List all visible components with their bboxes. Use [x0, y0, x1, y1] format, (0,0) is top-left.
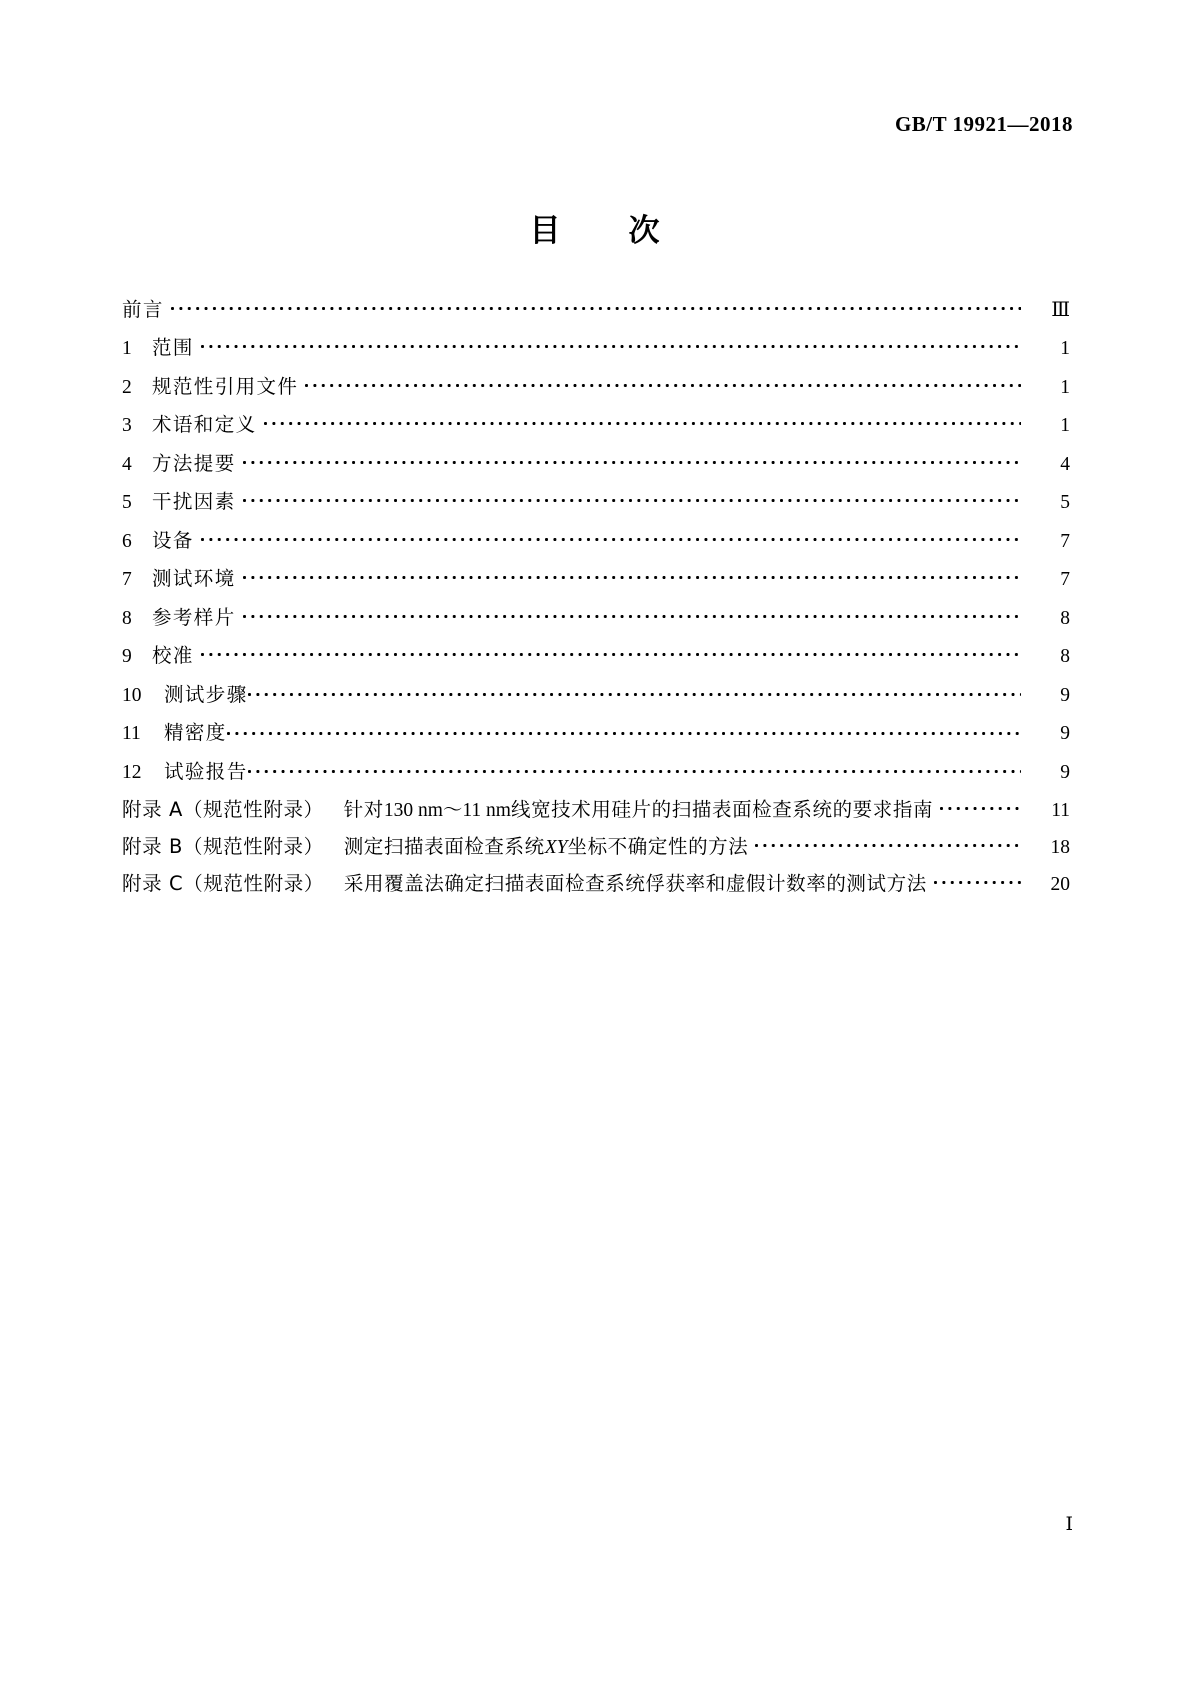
toc-leader-dots	[227, 720, 1021, 740]
toc-leader-dots	[201, 643, 1021, 663]
toc-entry-page: 1	[1060, 376, 1070, 398]
toc-entry-appendix-c[interactable]	[122, 871, 1070, 895]
toc-leader-dots	[934, 871, 1021, 891]
toc-entry-label: 设备	[152, 528, 194, 552]
toc-entry-clause-1[interactable]	[122, 335, 1070, 359]
toc-entry-number: 3	[122, 415, 132, 436]
table-of-contents	[122, 296, 1070, 908]
toc-entry-page: 7	[1060, 569, 1070, 590]
toc-entry-clause-11[interactable]	[122, 720, 1070, 744]
toc-entry-page: Ⅲ	[1051, 299, 1070, 321]
toc-appendix-prefix: 附录 C（规范性附录）	[122, 872, 324, 895]
toc-entry-number: 11	[122, 723, 141, 744]
toc-entry-page: 20	[1050, 874, 1070, 895]
toc-entry-number: 1	[122, 338, 132, 359]
toc-entry-label: 术语和定义	[152, 413, 257, 436]
toc-entry-label: 干扰因素	[152, 490, 236, 513]
toc-entry-page: 7	[1060, 530, 1070, 552]
toc-entry-label: 规范性引用文件	[152, 374, 299, 398]
toc-entry-page: 8	[1060, 607, 1070, 629]
toc-appendix-title-part2: 线宽技术用硅片的扫描表面检查系统的要求指南	[510, 798, 934, 821]
toc-entry-clause-10[interactable]	[122, 681, 1070, 705]
toc-appendix-prefix: 附录 B（规范性附录）	[122, 835, 324, 858]
toc-leader-dots	[243, 450, 1021, 470]
toc-entry-label: 测试步骤	[164, 682, 248, 706]
toc-leader-dots	[201, 335, 1021, 355]
toc-leader-dots	[243, 489, 1021, 509]
toc-entry-label: 范围	[152, 336, 194, 359]
toc-entry-foreword[interactable]	[122, 296, 1070, 320]
toc-entry-number: 5	[122, 492, 132, 513]
toc-leader-dots	[243, 566, 1021, 586]
toc-entry-clause-3[interactable]	[122, 412, 1070, 436]
toc-entry-clause-8[interactable]	[122, 604, 1070, 628]
toc-entry-number: 10	[122, 684, 142, 706]
toc-entry-clause-4[interactable]	[122, 450, 1070, 474]
toc-entry-number: 8	[122, 607, 132, 629]
toc-entry-clause-6[interactable]	[122, 527, 1070, 551]
toc-leader-dots	[940, 797, 1021, 817]
toc-entry-page: 4	[1060, 453, 1070, 475]
toc-entry-page: 11	[1051, 800, 1070, 821]
toc-entry-clause-2[interactable]	[122, 373, 1070, 397]
toc-entry-page: 9	[1060, 761, 1070, 783]
toc-entry-page: 9	[1060, 684, 1070, 706]
toc-entry-page: 18	[1050, 837, 1070, 858]
toc-entry-page: 1	[1060, 415, 1070, 436]
toc-appendix-prefix: 附录 A（规范性附录）	[122, 798, 324, 821]
toc-entry-label: 方法提要	[152, 451, 236, 475]
toc-entry-appendix-a[interactable]	[122, 797, 1070, 821]
toc-entry-number: 7	[122, 569, 132, 590]
toc-entry-number: 6	[122, 530, 132, 552]
toc-leader-dots	[171, 296, 1021, 316]
toc-leader-dots	[243, 604, 1021, 624]
toc-entry-number: 2	[122, 376, 132, 398]
toc-appendix-title-part2: 坐标不确定性的方法	[567, 835, 749, 858]
toc-appendix-title-latin: 130 nm～11 nm	[383, 800, 511, 821]
toc-leader-dots	[755, 834, 1021, 854]
toc-entry-label: 试验报告	[164, 759, 248, 783]
toc-entry-label: 精密度	[164, 721, 227, 744]
toc-entry-label: 前言	[122, 297, 164, 321]
toc-entry-label: 测试环境	[152, 567, 236, 590]
toc-entry-page: 5	[1060, 492, 1070, 513]
toc-leader-dots	[305, 373, 1021, 393]
toc-appendix-title-latin: XY	[544, 837, 568, 858]
toc-entry-label: 参考样片	[152, 605, 236, 629]
toc-leader-dots	[201, 527, 1021, 547]
toc-appendix-title-part1: 测定扫描表面检查系统	[343, 835, 545, 858]
toc-leader-dots	[248, 758, 1021, 778]
toc-entry-clause-12[interactable]	[122, 758, 1070, 782]
toc-entry-number: 9	[122, 646, 132, 667]
running-header-standard-number: GB/T 19921—2018	[894, 112, 1073, 136]
toc-entry-clause-5[interactable]	[122, 489, 1070, 513]
toc-entry-page: 9	[1060, 723, 1070, 744]
toc-appendix-title-part1: 针对	[343, 798, 384, 821]
toc-entry-clause-7[interactable]	[122, 566, 1070, 590]
toc-leader-dots	[264, 412, 1021, 432]
toc-entry-number: 4	[122, 453, 132, 475]
page-folio: Ⅰ	[1065, 1514, 1073, 1535]
toc-leader-dots	[248, 681, 1021, 701]
toc-entry-page: 1	[1060, 338, 1070, 359]
toc-entry-page: 8	[1060, 646, 1070, 667]
toc-appendix-title-part1: 采用覆盖法确定扫描表面检查系统俘获率和虚假计数率的测试方法	[343, 872, 927, 895]
toc-entry-appendix-b[interactable]	[122, 834, 1070, 858]
toc-entry-label: 校准	[152, 644, 194, 667]
toc-entry-clause-9[interactable]	[122, 643, 1070, 667]
toc-entry-number: 12	[122, 761, 142, 783]
page-title: 目 次	[529, 213, 662, 249]
